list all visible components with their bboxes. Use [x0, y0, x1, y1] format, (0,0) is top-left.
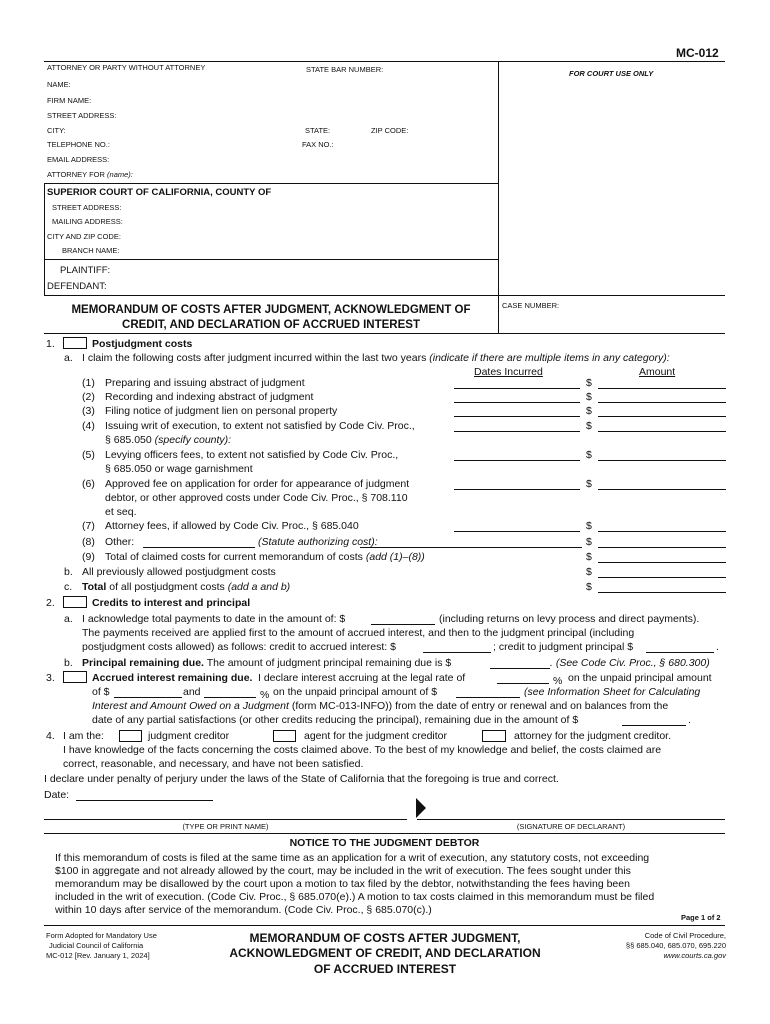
section3-pct-1: % — [553, 675, 563, 687]
section2-b-note: . (See Code Civ. Proc., § 680.300) — [550, 657, 710, 669]
footer-left-3: MC-012 [Rev. January 1, 2024] — [46, 951, 150, 960]
defendant-label: DEFENDANT: — [47, 281, 107, 292]
item-9-num: (9) — [82, 551, 95, 563]
signature-arrow-icon — [415, 797, 427, 819]
court-street-label: STREET ADDRESS: — [52, 203, 122, 212]
email-label: EMAIL ADDRESS: — [47, 155, 110, 164]
item-7-dollar: $ — [586, 520, 592, 532]
section2-a-line2: The payments received are applied first to the amount of accrued interest, and then to the judgment principal (including — [82, 627, 635, 639]
item-6-text-line: et seq. — [105, 506, 137, 518]
agent-checkbox[interactable] — [273, 730, 296, 742]
section2-heading: Credits to interest and principal — [92, 597, 251, 609]
item-8-amount-field[interactable] — [598, 536, 726, 548]
legal-rate-1-field[interactable] — [497, 672, 549, 684]
item-4-num: (4) — [82, 420, 95, 432]
court-branch-label: BRANCH NAME: — [62, 246, 120, 255]
section2-a-line3: postjudgment costs allowed) as follows: credit to accrued interest: $ — [82, 641, 396, 653]
other-cost-statute-field[interactable] — [360, 536, 582, 548]
item-1-num: (1) — [82, 377, 95, 389]
item-3-text-line: Filing notice of judgment lien on personal property — [105, 405, 338, 417]
item-2-date-field[interactable] — [454, 391, 580, 403]
item-4-text-line: § 685.050 (specify county): — [105, 434, 232, 446]
footer-right-2: §§ 685.040, 685.070, 695.220 — [625, 941, 726, 950]
item-2-dollar: $ — [586, 391, 592, 403]
footer-title-2: ACKNOWLEDGMENT OF CREDIT, AND DECLARATION — [229, 946, 541, 960]
footer-right-1: Code of Civil Procedure, — [644, 931, 726, 940]
section4-opt3: attorney for the judgment creditor. — [514, 730, 672, 742]
section4-opt1: judgment creditor — [148, 730, 230, 742]
caption-divider-2 — [44, 259, 498, 260]
perjury-statement: I declare under penalty of perjury under the laws of the State of California that the foregoing is true and correct. — [44, 773, 559, 785]
item-4-text-line: Issuing writ of execution, to extent not satisfied by Code Civ. Proc., — [105, 420, 415, 432]
section3-of: of $ — [92, 686, 110, 698]
section1-b-dollar: $ — [586, 566, 592, 578]
col-dates-incurred: Dates Incurred — [474, 366, 543, 378]
section4-num: 4. — [46, 730, 55, 742]
item-6-amount-field[interactable] — [598, 478, 726, 490]
fax-label: FAX NO.: — [302, 140, 334, 149]
plaintiff-label: PLAINTIFF: — [60, 265, 111, 276]
item-4-dollar: $ — [586, 420, 592, 432]
section1-b-prefix: b. — [64, 566, 73, 578]
attorney-for-label: ATTORNEY FOR (name): — [47, 170, 133, 179]
item-5-dollar: $ — [586, 449, 592, 461]
section1-c-dollar: $ — [586, 581, 592, 593]
section1-c-prefix: c. — [64, 581, 73, 593]
item-5-date-field[interactable] — [454, 449, 580, 461]
date-label: Date: — [44, 789, 70, 801]
item-4-amount-field[interactable] — [598, 420, 726, 432]
notice-line: within 10 days after service of the memorandum. (Code Civ. Proc., § 685.070(c).) — [55, 904, 432, 916]
section2-a-prefix: a. — [64, 613, 73, 625]
notice-line: memorandum may be disallowed by the court upon a motion to tax filed by the debtor, notwithstanding the fees having been — [55, 878, 630, 890]
item-8-dollar: $ — [586, 536, 592, 548]
item-2-num: (2) — [82, 391, 95, 403]
caption-left-border — [44, 183, 45, 295]
notice-line: If this memorandum of costs is filed at the same time as an application for a writ of execution, any statutory costs, not exceeding — [55, 852, 650, 864]
caption-divider-3 — [44, 295, 725, 296]
section1-c-text: Total of all postjudgment costs (add a and b) — [82, 581, 291, 593]
section1-checkbox[interactable] — [63, 337, 87, 349]
notice-line: $100 in aggregate and not already allowed by the court, may be included in the writ of execution. The fees sought under this — [55, 865, 631, 877]
item-1-dollar: $ — [586, 377, 592, 389]
other-cost-description-field[interactable] — [143, 536, 255, 548]
item-3-dollar: $ — [586, 405, 592, 417]
section4-opt2: agent for the judgment creditor — [304, 730, 448, 742]
notice-bottom-border — [44, 925, 725, 926]
page-number: Page 1 of 2 — [681, 913, 721, 922]
form-title-line2: CREDIT, AND DECLARATION OF ACCRUED INTEREST — [122, 319, 420, 331]
phone-label: TELEPHONE NO.: — [47, 140, 110, 149]
footer-left-1: Form Adopted for Mandatory Use — [46, 931, 157, 940]
section3-num: 3. — [46, 672, 55, 684]
section3-line2: on the unpaid principal amount of $ — [273, 686, 438, 698]
item-4-date-field[interactable] — [454, 420, 580, 432]
type-name-label: (TYPE OR PRINT NAME) — [182, 822, 269, 831]
section3-line1-post: on the unpaid principal amount — [568, 672, 712, 684]
judgment-creditor-checkbox[interactable] — [119, 730, 142, 742]
total-payments-field[interactable] — [371, 613, 435, 625]
case-number-label: CASE NUMBER: — [502, 301, 560, 310]
caption-bottom-border — [44, 333, 725, 334]
section3-pct-2: % — [260, 689, 270, 701]
name-label: NAME: — [47, 80, 71, 89]
caption-vertical-divider — [498, 61, 499, 333]
notice-top-border — [44, 833, 725, 834]
form-title-line1: MEMORANDUM OF COSTS AFTER JUDGMENT, ACKNOWLEDGMENT OF — [71, 304, 471, 316]
footer-title-3: OF ACCRUED INTEREST — [313, 962, 457, 976]
street-label: STREET ADDRESS: — [47, 111, 117, 120]
item-7-amount-field[interactable] — [598, 520, 726, 532]
item-9-dollar: $ — [586, 551, 592, 563]
item-1-text-line: Preparing and issuing abstract of judgment — [105, 377, 305, 389]
section3-line2-note: (see Information Sheet for Calculating — [524, 686, 701, 698]
item-3-amount-field[interactable] — [598, 405, 726, 417]
item-7-num: (7) — [82, 520, 95, 532]
caption-divider-1 — [44, 183, 498, 184]
total-postjudgment-costs-field[interactable] — [598, 581, 726, 593]
item-6-date-field[interactable] — [454, 478, 580, 490]
item-7-date-field[interactable] — [454, 520, 580, 532]
item-5-num: (5) — [82, 449, 95, 461]
date-field[interactable] — [76, 789, 213, 801]
principal-remaining-field[interactable] — [490, 657, 550, 669]
item-5-text-line: Levying officers fees, to extent not satisfied by Code Civ. Proc., — [105, 449, 399, 461]
section2-b-prefix: b. — [64, 657, 73, 669]
firm-label: FIRM NAME: — [47, 96, 92, 105]
section4-line2: I have knowledge of the facts concerning the costs claimed above. To the best of my knowledge and belief, the costs claimed are — [63, 744, 662, 756]
item-1-date-field[interactable] — [454, 377, 580, 389]
principal-amount-1-field[interactable] — [114, 686, 182, 698]
item-7-text-line: Attorney fees, if allowed by Code Civ. Proc., § 685.040 — [105, 520, 359, 532]
state-label: STATE: — [305, 126, 331, 135]
court-use-label: FOR COURT USE ONLY — [569, 69, 654, 78]
section3-line4: date of any partial satisfactions (or other credits reducing the principal), remaining due in the amount of $ — [92, 714, 579, 726]
item-8-label: Other: — [105, 536, 135, 548]
court-city-zip-label: CITY AND ZIP CODE: — [47, 232, 121, 241]
item-6-text-line: debtor, or other approved costs under Code Civ. Proc., § 708.110 — [105, 492, 408, 504]
attorney-label: ATTORNEY OR PARTY WITHOUT ATTORNEY — [47, 63, 206, 72]
col-amount: Amount — [639, 366, 676, 378]
section1-a-text: I claim the following costs after judgment incurred within the last two years (indicate if there are multiple items in any category): — [82, 352, 670, 364]
legal-rate-2-field[interactable] — [204, 686, 256, 698]
section1-a-prefix: a. — [64, 352, 73, 364]
item-8-note: (Statute authorizing cost): — [258, 536, 378, 548]
item-2-amount-field[interactable] — [598, 391, 726, 403]
item-6-num: (6) — [82, 478, 95, 490]
court-title: SUPERIOR COURT OF CALIFORNIA, COUNTY OF — [47, 187, 272, 198]
section3-line1: I declare interest accruing at the legal rate of — [258, 672, 466, 684]
item-9-text: Total of claimed costs for current memorandum of costs (add (1)–(8)) — [105, 551, 425, 563]
credit-accrued-interest-field[interactable] — [423, 641, 491, 653]
section2-b-text: Principal remaining due. The amount of judgment principal remaining due is $ — [82, 657, 452, 669]
section1-heading: Postjudgment costs — [92, 338, 193, 350]
section4-line3: correct, reasonable, and necessary, and have not been satisfied. — [63, 758, 364, 770]
attorney-checkbox[interactable] — [482, 730, 506, 742]
section3-line4-end: . — [688, 714, 691, 726]
footer-left-2: Judicial Council of California — [49, 941, 144, 950]
signature-label: (SIGNATURE OF DECLARANT) — [516, 822, 626, 831]
state-bar-label: STATE BAR NUMBER: — [306, 65, 384, 74]
item-6-dollar: $ — [586, 478, 592, 490]
item-2-text-line: Recording and indexing abstract of judgment — [105, 391, 314, 403]
section3-heading: Accrued interest remaining due. — [92, 672, 253, 684]
notice-title: NOTICE TO THE JUDGMENT DEBTOR — [289, 837, 480, 849]
form-id: MC-012 — [676, 46, 719, 60]
notice-line: included in the writ of execution. (Code Civ. Proc., § 685.070(e).) A motion to tax costs claimed in this memorandum must be filed — [55, 891, 655, 903]
item-5-amount-field[interactable] — [598, 449, 726, 461]
item-5-text-line: § 685.050 or wage garnishment — [105, 463, 253, 475]
signature-field[interactable] — [417, 808, 725, 820]
court-mailing-label: MAILING ADDRESS: — [52, 217, 123, 226]
principal-amount-2-field[interactable] — [456, 686, 520, 698]
caption-top-border — [44, 61, 725, 62]
section2-a-line3-end: . — [716, 641, 719, 653]
section2-a-line1-post: (including returns on levy process and direct payments). — [439, 613, 700, 625]
credit-judgment-principal-field[interactable] — [646, 641, 714, 653]
footer-title-1: MEMORANDUM OF COSTS AFTER JUDGMENT, — [249, 931, 521, 945]
zip-label: ZIP CODE: — [371, 126, 409, 135]
section2-a-line3-mid: ; credit to judgment principal $ — [493, 641, 634, 653]
section3-line3: Interest and Amount Owed on a Judgment (form MC-013-INFO)) from the date of entry or renewal and on balances from the — [92, 700, 669, 712]
type-name-field[interactable] — [44, 808, 407, 820]
footer-right-3: www.courts.ca.gov — [663, 951, 726, 960]
section2-checkbox[interactable] — [63, 596, 87, 608]
item-6-text-line: Approved fee on application for order for appearance of judgment — [105, 478, 410, 490]
item-8-num: (8) — [82, 536, 95, 548]
section3-checkbox[interactable] — [63, 671, 87, 683]
item-1-amount-field[interactable] — [598, 377, 726, 389]
section2-a-line1: I acknowledge total payments to date in the amount of: $ — [82, 613, 346, 625]
section1-b-text: All previously allowed postjudgment costs — [82, 566, 276, 578]
interest-remaining-field[interactable] — [622, 714, 686, 726]
section1-num: 1. — [46, 338, 55, 350]
previously-allowed-costs-field[interactable] — [598, 566, 726, 578]
item-3-num: (3) — [82, 405, 95, 417]
city-label: CITY: — [47, 126, 66, 135]
item-9-amount-field[interactable] — [598, 551, 726, 563]
section4-i-am: I am the: — [63, 730, 104, 742]
section3-and: and — [183, 686, 201, 698]
item-3-date-field[interactable] — [454, 405, 580, 417]
section2-num: 2. — [46, 597, 55, 609]
